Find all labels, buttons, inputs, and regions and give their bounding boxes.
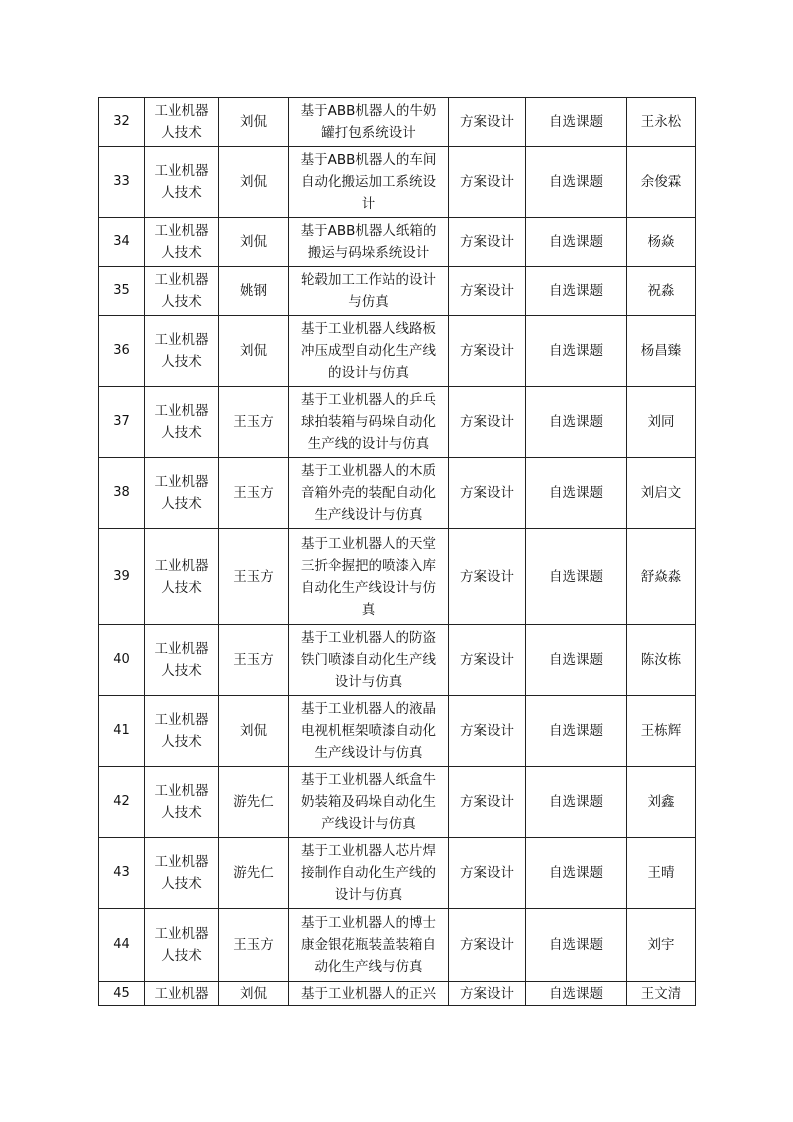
topic-type-cell: 方案设计	[449, 316, 526, 387]
student-cell: 王永松	[627, 98, 696, 147]
row-number: 32	[99, 98, 145, 147]
topic-title-cell: 基于工业机器人纸盒牛奶装箱及码垛自动化生产线设计与仿真	[289, 767, 449, 838]
row-number: 33	[99, 147, 145, 218]
teacher-cell: 游先仁	[219, 767, 289, 838]
table-row	[99, 98, 696, 147]
topic-type-cell: 方案设计	[449, 625, 526, 696]
row-number: 34	[99, 218, 145, 267]
topic-type-cell: 方案设计	[449, 147, 526, 218]
topic-source-cell: 自选课题	[526, 696, 627, 767]
teacher-cell: 刘侃	[219, 147, 289, 218]
student-cell: 刘宇	[627, 909, 696, 982]
topic-title-cell: 基于工业机器人的乒乓球拍装箱与码垛自动化生产线的设计与仿真	[289, 387, 449, 458]
teacher-cell: 游先仁	[219, 838, 289, 909]
student-cell: 刘鑫	[627, 767, 696, 838]
major-cell: 工业机器人技术	[145, 387, 219, 458]
row-number: 37	[99, 387, 145, 458]
major-cell: 工业机器人技术	[145, 267, 219, 316]
table-row	[99, 696, 696, 767]
major-cell: 工业机器人技术	[145, 529, 219, 625]
row-number: 43	[99, 838, 145, 909]
table-row	[99, 267, 696, 316]
topic-type-cell: 方案设计	[449, 458, 526, 529]
topic-source-cell: 自选课题	[526, 909, 627, 982]
student-cell: 陈汝栋	[627, 625, 696, 696]
topic-source-cell: 自选课题	[526, 458, 627, 529]
teacher-cell: 刘侃	[219, 98, 289, 147]
major-cell: 工业机器人技术	[145, 458, 219, 529]
table-row	[99, 909, 696, 982]
topic-source-cell: 自选课题	[526, 529, 627, 625]
student-cell: 余俊霖	[627, 147, 696, 218]
topic-source-cell: 自选课题	[526, 767, 627, 838]
major-cell: 工业机器人技术	[145, 625, 219, 696]
table-row	[99, 529, 696, 625]
topic-source-cell: 自选课题	[526, 625, 627, 696]
teacher-cell: 刘侃	[219, 696, 289, 767]
major-cell: 工业机器人技术	[145, 98, 219, 147]
topic-source-cell: 自选课题	[526, 387, 627, 458]
table-row	[99, 218, 696, 267]
table-row	[99, 838, 696, 909]
row-number: 40	[99, 625, 145, 696]
topic-source-cell: 自选课题	[526, 218, 627, 267]
topic-title-cell: 基于工业机器人的木质音箱外壳的装配自动化生产线设计与仿真	[289, 458, 449, 529]
row-number: 45	[99, 982, 145, 1006]
row-number: 36	[99, 316, 145, 387]
major-cell: 工业机器人技术	[145, 909, 219, 982]
topic-title-cell: 基于ABB机器人的车间自动化搬运加工系统设计	[289, 147, 449, 218]
topic-source-cell: 自选课题	[526, 147, 627, 218]
teacher-cell: 王玉方	[219, 529, 289, 625]
teacher-cell: 王玉方	[219, 625, 289, 696]
student-cell: 祝淼	[627, 267, 696, 316]
teacher-cell: 王玉方	[219, 909, 289, 982]
topic-type-cell: 方案设计	[449, 767, 526, 838]
topic-title-cell: 基于工业机器人的防盗铁门喷漆自动化生产线设计与仿真	[289, 625, 449, 696]
teacher-cell: 刘侃	[219, 218, 289, 267]
teacher-cell: 刘侃	[219, 982, 289, 1006]
topic-title-cell: 基于工业机器人的天堂三折伞握把的喷漆入库自动化生产线设计与仿真	[289, 529, 449, 625]
student-cell: 王晴	[627, 838, 696, 909]
table-row	[99, 982, 696, 1006]
table-row	[99, 625, 696, 696]
table-row	[99, 387, 696, 458]
topic-title-cell: 轮毂加工工作站的设计与仿真	[289, 267, 449, 316]
teacher-cell: 王玉方	[219, 458, 289, 529]
topic-type-cell: 方案设计	[449, 267, 526, 316]
student-cell: 杨昌臻	[627, 316, 696, 387]
major-cell: 工业机器人技术	[145, 767, 219, 838]
topic-type-cell: 方案设计	[449, 838, 526, 909]
student-cell: 刘同	[627, 387, 696, 458]
topic-table	[98, 97, 696, 1006]
teacher-cell: 刘侃	[219, 316, 289, 387]
topic-title-cell: 基于工业机器人的正兴	[289, 982, 449, 1006]
topic-title-cell: 基于ABB机器人的牛奶罐打包系统设计	[289, 98, 449, 147]
topic-source-cell: 自选课题	[526, 982, 627, 1006]
row-number: 38	[99, 458, 145, 529]
row-number: 42	[99, 767, 145, 838]
topic-title-cell: 基于工业机器人芯片焊接制作自动化生产线的设计与仿真	[289, 838, 449, 909]
table-row	[99, 147, 696, 218]
topic-title-cell: 基于ABB机器人纸箱的搬运与码垛系统设计	[289, 218, 449, 267]
topic-type-cell: 方案设计	[449, 218, 526, 267]
major-cell: 工业机器人技术	[145, 316, 219, 387]
topic-type-cell: 方案设计	[449, 529, 526, 625]
table-row	[99, 316, 696, 387]
topic-type-cell: 方案设计	[449, 909, 526, 982]
topic-type-cell: 方案设计	[449, 982, 526, 1006]
major-cell: 工业机器	[145, 982, 219, 1006]
row-number: 44	[99, 909, 145, 982]
topic-title-cell: 基于工业机器人的博士康金银花瓶装盖装箱自动化生产线与仿真	[289, 909, 449, 982]
topic-type-cell: 方案设计	[449, 98, 526, 147]
table-body	[99, 98, 696, 1006]
topic-title-cell: 基于工业机器人线路板冲压成型自动化生产线的设计与仿真	[289, 316, 449, 387]
table-row	[99, 458, 696, 529]
topic-type-cell: 方案设计	[449, 387, 526, 458]
teacher-cell: 姚钢	[219, 267, 289, 316]
topic-source-cell: 自选课题	[526, 316, 627, 387]
student-cell: 杨焱	[627, 218, 696, 267]
row-number: 41	[99, 696, 145, 767]
row-number: 39	[99, 529, 145, 625]
student-cell: 刘启文	[627, 458, 696, 529]
student-cell: 王文清	[627, 982, 696, 1006]
table-row	[99, 767, 696, 838]
row-number: 35	[99, 267, 145, 316]
topic-type-cell: 方案设计	[449, 696, 526, 767]
major-cell: 工业机器人技术	[145, 147, 219, 218]
topic-source-cell: 自选课题	[526, 98, 627, 147]
major-cell: 工业机器人技术	[145, 218, 219, 267]
major-cell: 工业机器人技术	[145, 696, 219, 767]
teacher-cell: 王玉方	[219, 387, 289, 458]
topic-source-cell: 自选课题	[526, 267, 627, 316]
topic-title-cell: 基于工业机器人的液晶电视机框架喷漆自动化生产线设计与仿真	[289, 696, 449, 767]
student-cell: 舒焱淼	[627, 529, 696, 625]
student-cell: 王栋辉	[627, 696, 696, 767]
major-cell: 工业机器人技术	[145, 838, 219, 909]
topic-source-cell: 自选课题	[526, 838, 627, 909]
